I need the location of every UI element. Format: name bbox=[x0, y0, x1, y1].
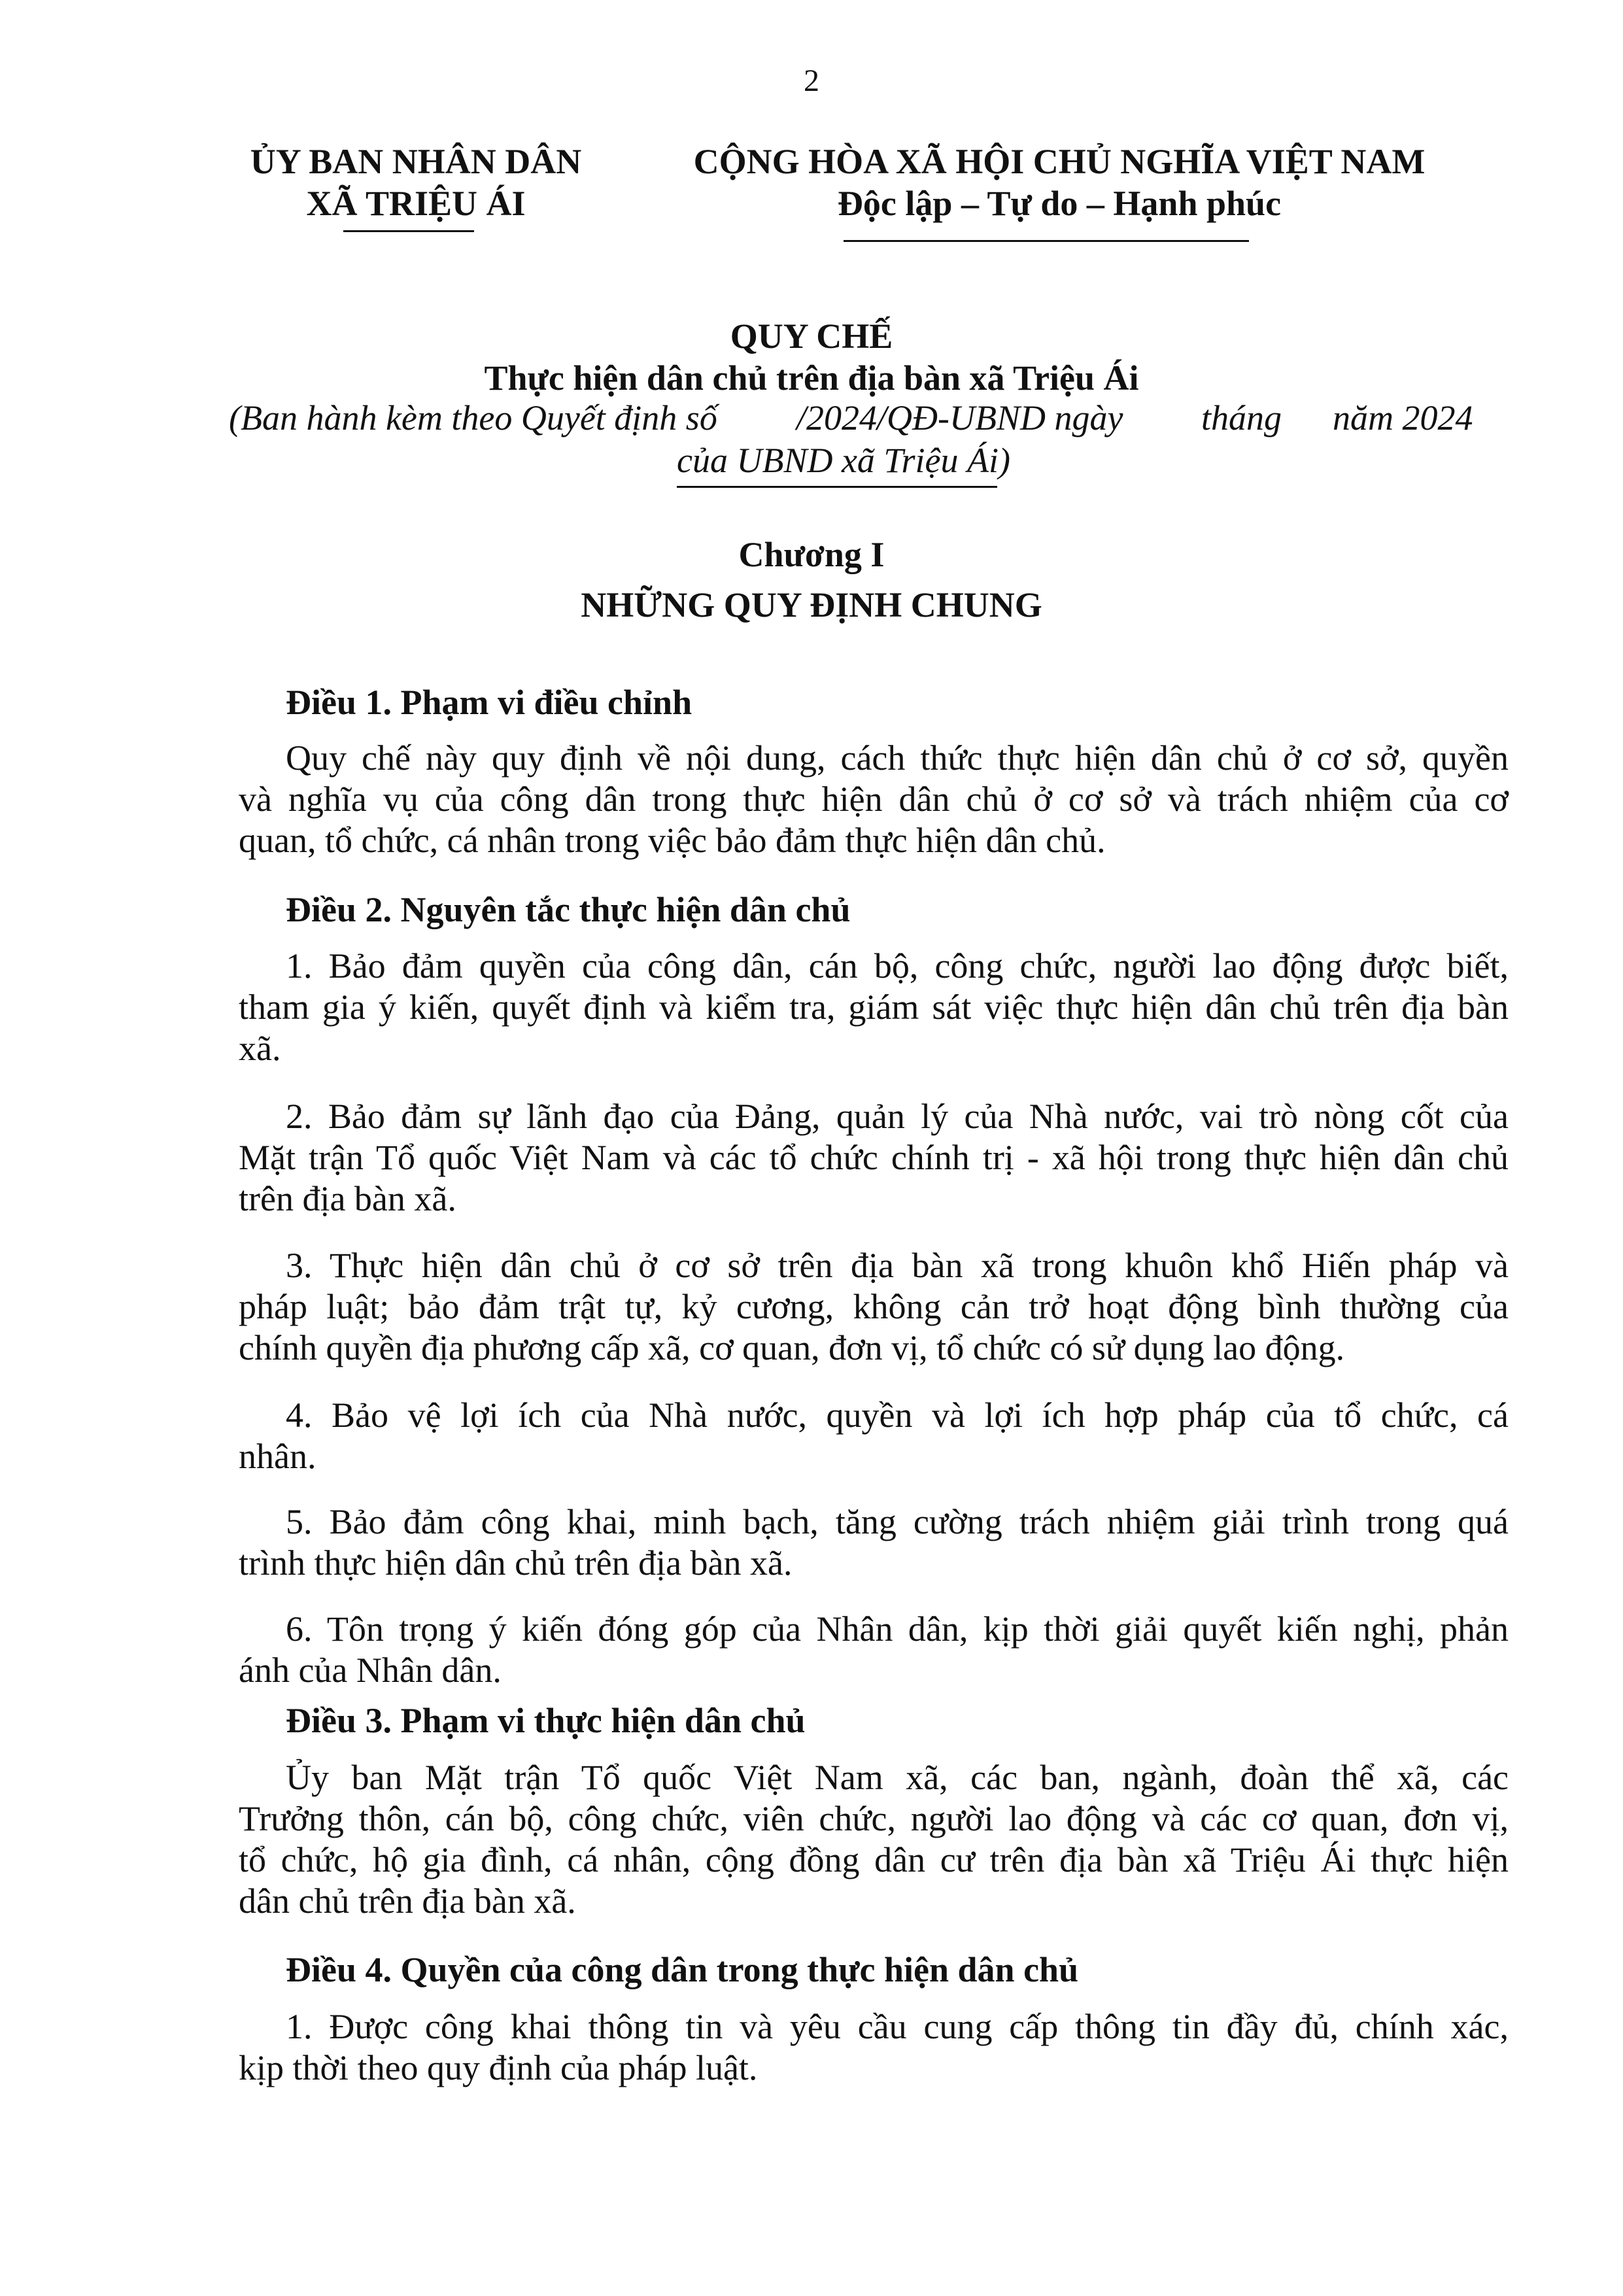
article-2-paragraph-3 bbox=[239, 1245, 1509, 1369]
article-2-paragraph-2 bbox=[239, 1096, 1509, 1220]
title-underline bbox=[677, 486, 997, 488]
paragraph-line: Mặt trận Tổ quốc Việt Nam và các tổ chức chính trị - xã hội trong thực hiện dân chủ bbox=[239, 1138, 1509, 1177]
article-3 bbox=[239, 1698, 1509, 1743]
article-heading: Điều 3. Phạm vi thực hiện dân chủ bbox=[286, 1701, 806, 1740]
national-motto: Độc lập – Tự do – Hạnh phúc bbox=[837, 184, 1282, 223]
agency-name-line1: ỦY BAN NHÂN DÂN bbox=[250, 142, 582, 181]
paragraph-line: 4. Bảo vệ lợi ích của Nhà nước, quyền và lợi ích hợp pháp của tổ chức, cá bbox=[286, 1396, 1509, 1435]
article-2-paragraph-5 bbox=[239, 1501, 1509, 1584]
paragraph-line: xã. bbox=[239, 1029, 281, 1068]
article-3-paragraph-1 bbox=[239, 1757, 1509, 1922]
article-2 bbox=[239, 887, 1509, 932]
paragraph-line: Quy chế này quy định về nội dung, cách thức thực hiện dân chủ ở cơ sở, quyền bbox=[286, 738, 1509, 778]
document-title: QUY CHẾ bbox=[730, 317, 893, 356]
paragraph-line: 6. Tôn trọng ý kiến đóng góp của Nhân dân, kịp thời giải quyết kiến nghị, phản bbox=[286, 1609, 1509, 1649]
article-1-paragraph-1 bbox=[239, 738, 1509, 861]
article-1 bbox=[239, 680, 1509, 725]
issuance-note-part-d: năm 2024 bbox=[1333, 398, 1473, 437]
document-subtitle: Thực hiện dân chủ trên địa bàn xã Triệu Ái bbox=[484, 358, 1139, 398]
paragraph-line: trình thực hiện dân chủ trên địa bàn xã. bbox=[239, 1543, 793, 1583]
chapter-label: Chương I bbox=[738, 535, 885, 574]
paragraph-line: tham gia ý kiến, quyết định và kiểm tra, giám sát việc thực hiện dân chủ trên địa bàn bbox=[239, 987, 1509, 1027]
paragraph-line: kịp thời theo quy định của pháp luật. bbox=[239, 2048, 758, 2087]
article-2-paragraph-4 bbox=[239, 1395, 1509, 1477]
paragraph-line: dân chủ trên địa bàn xã. bbox=[239, 1881, 576, 1921]
country-name: CỘNG HÒA XÃ HỘI CHỦ NGHĨA VIỆT NAM bbox=[693, 142, 1426, 181]
agency-underline bbox=[343, 230, 474, 232]
paragraph-line: 1. Được công khai thông tin và yêu cầu cung cấp thông tin đầy đủ, chính xác, bbox=[286, 2007, 1509, 2046]
paragraph-line: Trưởng thôn, cán bộ, công chức, viên chức, người lao động và các cơ quan, đơn vị, bbox=[239, 1799, 1509, 1838]
paragraph-line: trên địa bàn xã. bbox=[239, 1179, 456, 1218]
article-4 bbox=[239, 1947, 1509, 1992]
paragraph-line: 3. Thực hiện dân chủ ở cơ sở trên địa bàn xã trong khuôn khổ Hiến pháp và bbox=[286, 1246, 1509, 1285]
paragraph-line: tổ chức, hộ gia đình, cá nhân, cộng đồng dân cư trên địa bàn xã Triệu Ái thực hiện bbox=[239, 1840, 1509, 1879]
article-heading: Điều 2. Nguyên tắc thực hiện dân chủ bbox=[286, 890, 851, 929]
article-2-paragraph-6 bbox=[239, 1609, 1509, 1691]
paragraph-line: pháp luật; bảo đảm trật tự, kỷ cương, không cản trở hoạt động bình thường của bbox=[239, 1287, 1509, 1326]
article-heading: Điều 1. Phạm vi điều chỉnh bbox=[286, 683, 692, 722]
paragraph-line: và nghĩa vụ của công dân trong thực hiện dân chủ ở cơ sở và trách nhiệm của cơ bbox=[239, 780, 1509, 819]
article-heading: Điều 4. Quyền của công dân trong thực hiện dân chủ bbox=[286, 1950, 1079, 1989]
agency-name-line2: XÃ TRIỆU ÁI bbox=[306, 184, 526, 223]
chapter-name: NHỮNG QUY ĐỊNH CHUNG bbox=[581, 585, 1042, 625]
issuance-note-part-c: tháng bbox=[1201, 398, 1282, 437]
issuance-note-line2: của UBND xã Triệu Ái) bbox=[677, 441, 1010, 480]
issuance-note-part-a: (Ban hành kèm theo Quyết định số bbox=[229, 398, 717, 437]
paragraph-line: chính quyền địa phương cấp xã, cơ quan, đơn vị, tổ chức có sử dụng lao động. bbox=[239, 1328, 1345, 1367]
motto-underline bbox=[844, 240, 1249, 242]
paragraph-line: Ủy ban Mặt trận Tổ quốc Việt Nam xã, các ban, ngành, đoàn thể xã, các bbox=[286, 1758, 1509, 1797]
issuance-note-part-b: /2024/QĐ-UBND ngày bbox=[796, 398, 1123, 437]
paragraph-line: 2. Bảo đảm sự lãnh đạo của Đảng, quản lý của Nhà nước, vai trò nòng cốt của bbox=[286, 1097, 1509, 1136]
paragraph-line: nhân. bbox=[239, 1437, 316, 1476]
paragraph-line: ánh của Nhân dân. bbox=[239, 1651, 502, 1690]
article-4-paragraph-1 bbox=[239, 2006, 1509, 2089]
paragraph-line: 1. Bảo đảm quyền của công dân, cán bộ, công chức, người lao động được biết, bbox=[286, 946, 1509, 985]
paragraph-line: 5. Bảo đảm công khai, minh bạch, tăng cường trách nhiệm giải trình trong quá bbox=[286, 1502, 1509, 1541]
paragraph-line: quan, tổ chức, cá nhân trong việc bảo đảm thực hiện dân chủ. bbox=[239, 821, 1106, 860]
agency-header bbox=[233, 141, 599, 224]
national-motto-header bbox=[654, 141, 1465, 224]
page-number: 2 bbox=[804, 63, 819, 98]
article-2-paragraph-1 bbox=[239, 946, 1509, 1069]
